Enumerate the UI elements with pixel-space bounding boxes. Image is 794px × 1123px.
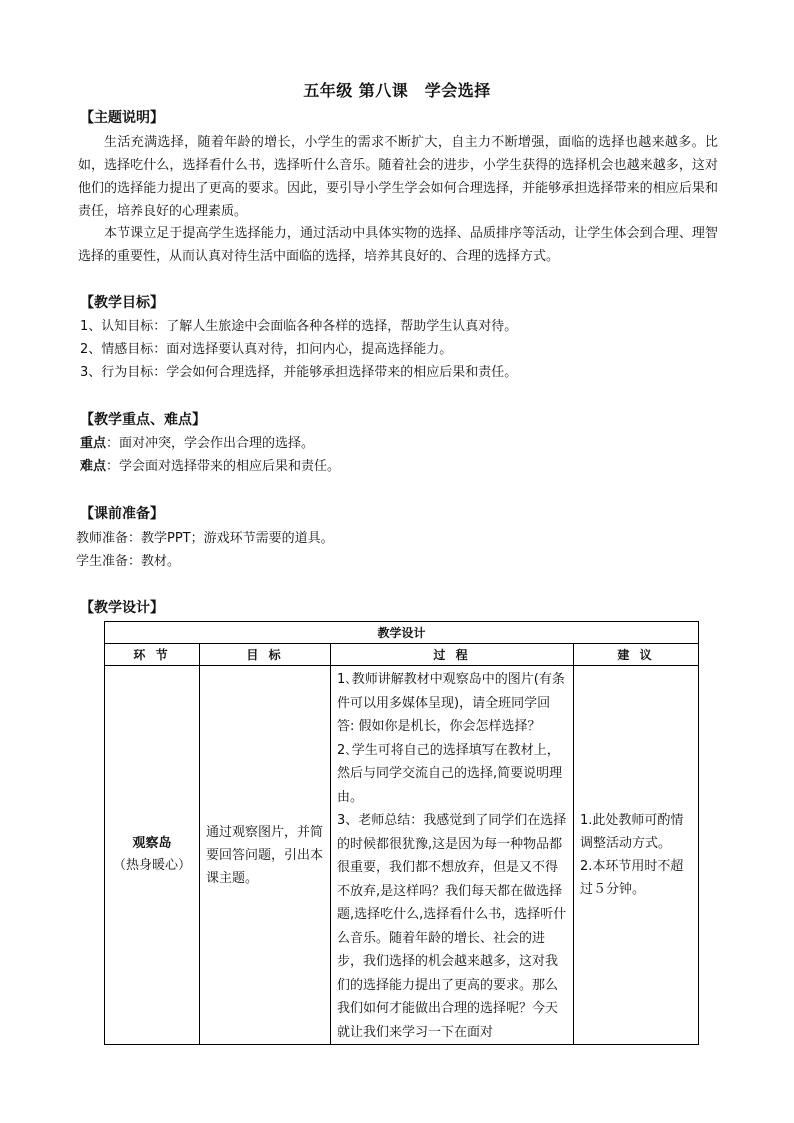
difficult-point-text: ：学会面对选择带来的相应后果和责任。 <box>106 459 341 474</box>
process-step: 1､教师讲解教材中观察岛中的图片(有条件可以用多媒体呈现)，请全班同学回答: 假如你是机长，你会怎样选择？ <box>337 672 565 734</box>
table-row <box>105 666 699 1045</box>
table-title: 教学设计 <box>105 622 699 644</box>
objective-item: 2、情感目标：面对选择要认真对待，扣问内心，提高选择能力。 <box>80 342 453 357</box>
design-heading: 【教学设计】 <box>80 600 164 616</box>
key-point <box>80 432 314 455</box>
teaching-design-table <box>104 621 699 1045</box>
suggestion-item: 2.本环节用时不超过５分钟。 <box>580 859 684 897</box>
goal-cell: 通过观察图片，并简要回答问题，引出本课主题。 <box>200 666 331 1045</box>
theme-paragraph-1: 生活充满选择，随着年龄的增长，小学生的需求不断扩大，自主力不断增强，面临的选择也越来越多。比如，选择吃什么，选择看什么书，选择听什么音乐。随着社会的进步，小学生获得的选择机会也越来越多，这对他们的选择能力提出了更高的要求。因此，要引导小学生学会如何合理选择，并能够承担选择带来的相应后果和责任，培养良好的心理素质。 <box>78 135 718 219</box>
column-header-goal: 目 标 <box>200 644 331 666</box>
objectives-heading: 【教学目标】 <box>80 295 164 311</box>
process-step: 2､学生可将自己的选择填写在教材上，然后与同学交流自己的选择,简要说明理由。 <box>337 742 563 805</box>
teacher-prep: 教师准备：教学PPT；游戏环节需要的道具。 <box>76 531 334 546</box>
student-prep: 学生准备：教材。 <box>76 554 181 569</box>
process-cell <box>331 666 574 1045</box>
lesson-title: 五年级 第八课 学会选择 <box>303 81 491 100</box>
suggestion-cell <box>574 666 699 1045</box>
stage-name: 观察岛 <box>132 836 172 851</box>
key-point-label: 重点 <box>80 436 107 451</box>
column-header-process: 过 程 <box>331 644 574 666</box>
key-point-text: ：面对冲突，学会作出合理的选择。 <box>106 436 315 451</box>
process-step: 3、老师总结：我感觉到了同学们在选择的时候都很犹豫,这是因为每一种物品都很重要，我们都不想放弃，但是又不得不放弃,是这样吗？我们每天都在做选择题,选择吃什么,选择看什么书，选择听什么音乐。随着年龄的增长、社会的进步，我们选择的机会越来越多，这对我们的选择能力提出了更高的要求。那么我们如何才能做出合理的选择呢？今天就让我们来学习一下在面对 <box>337 813 567 1040</box>
difficult-point <box>80 455 340 478</box>
theme-heading: 【主题说明】 <box>80 110 164 126</box>
column-header-stage: 环 节 <box>105 644 200 666</box>
stage-cell <box>105 666 200 1045</box>
theme-paragraph-2: 本节课立足于提高学生选择能力，通过活动中具体实物的选择、品质排序等活动，让学生体会到合理、理智选择的重要性，从而认真对待生活中面临的选择，培养其良好的、合理的选择方式。 <box>78 226 718 264</box>
difficult-point-label: 难点 <box>80 459 107 474</box>
keypoints-heading: 【教学重点、难点】 <box>80 412 206 428</box>
prep-heading: 【课前准备】 <box>80 506 164 522</box>
suggestion-item: 1.此处教师可酌情调整活动方式。 <box>580 813 684 851</box>
objective-item: 3、行为目标：学会如何合理选择，并能够承担选择带来的相应后果和责任。 <box>80 365 518 380</box>
objective-item: 1、认知目标：了解人生旅途中会面临各种各样的选择，帮助学生认真对待。 <box>80 319 518 334</box>
stage-subtitle: （热身暖心） <box>112 858 191 873</box>
column-header-suggestion: 建 议 <box>574 644 699 666</box>
